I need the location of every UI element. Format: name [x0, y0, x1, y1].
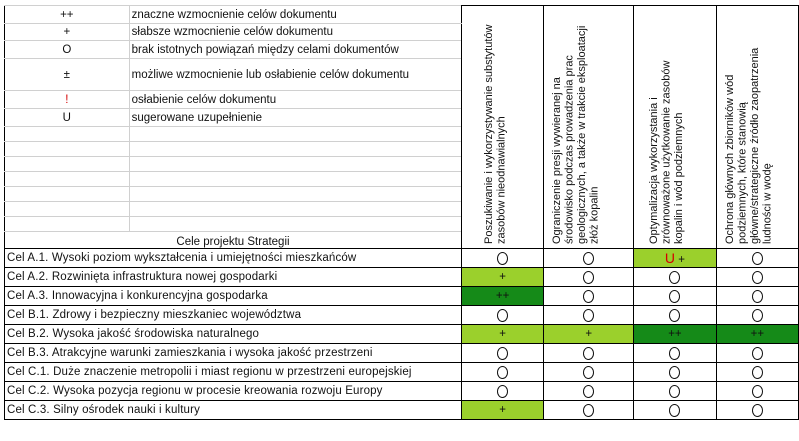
goals-header: Cele projektu Strategii	[5, 232, 462, 249]
assessment-cell	[544, 287, 634, 306]
blank-cell	[129, 142, 461, 157]
no-relation-circle-icon	[752, 309, 763, 322]
assessment-value: ++	[750, 328, 765, 340]
assessment-cell	[634, 344, 717, 363]
no-relation-circle-icon	[752, 404, 763, 417]
suggested-addition-marker: U	[664, 250, 676, 266]
assessment-value: ++	[668, 328, 682, 340]
no-relation-circle-icon	[497, 385, 508, 398]
legend-description: sugerowane uzupełnienie	[129, 109, 461, 127]
assessment-cell	[544, 249, 634, 268]
blank-cell	[129, 187, 461, 202]
no-relation-circle-icon	[497, 252, 508, 265]
assessment-value: ++	[495, 290, 510, 302]
no-relation-circle-icon	[669, 404, 680, 417]
goal-label: Cel A.1. Wysoki poziom wykształcenia i umiejętności mieszkańców	[5, 249, 462, 268]
goal-label: Cel C.3. Silny ośrodek nauki i kultury	[5, 401, 462, 420]
no-relation-circle-icon	[669, 309, 680, 322]
assessment-cell	[544, 363, 634, 382]
no-relation-circle-icon	[583, 366, 594, 379]
goal-rows	[5, 249, 799, 420]
no-relation-circle-icon	[669, 347, 680, 360]
column-header: Ograniczenie presji wywieranej na środowisko podczas prowadzenia prac geologicznych, a także w trakcie eksploatacji złóż kopalin	[544, 6, 634, 249]
legend-symbol: O	[5, 41, 130, 59]
goal-label: Cel C.1. Duże znaczenie metropolii i miast regionu w przestrzeni europejskiej	[5, 363, 462, 382]
no-relation-circle-icon	[669, 290, 680, 303]
assessment-cell	[544, 306, 634, 325]
table-row	[5, 306, 799, 325]
assessment-cell	[634, 249, 717, 268]
assessment-cell	[716, 306, 798, 325]
blank-cell	[5, 202, 130, 217]
assessment-cell	[716, 401, 798, 420]
assessment-cell	[634, 325, 717, 344]
blank-cell	[129, 202, 461, 217]
legend-description: znaczne wzmocnienie celów dokumentu	[129, 6, 461, 24]
blank-cell	[5, 127, 130, 142]
blank-cell	[5, 217, 130, 232]
table-row	[5, 401, 799, 420]
assessment-value: +	[499, 328, 506, 340]
assessment-cell	[544, 401, 634, 420]
assessment-cell	[716, 287, 798, 306]
legend-symbol: ±	[5, 59, 130, 91]
legend-symbol: ++	[5, 6, 130, 24]
goal-label: Cel B.2. Wysoka jakość środowiska naturalnego	[5, 325, 462, 344]
blank-cell	[129, 127, 461, 142]
no-relation-circle-icon	[583, 252, 594, 265]
no-relation-circle-icon	[752, 290, 763, 303]
column-header: Ochrona głównych zbiorników wód podziemnych, które stanowią główne/strategiczne źródło zaopatrzenia ludności w wodę	[716, 6, 798, 249]
no-relation-circle-icon	[497, 347, 508, 360]
assessment-cell	[462, 249, 544, 268]
blank-cell	[129, 217, 461, 232]
assessment-cell	[544, 268, 634, 287]
blank-cell	[129, 157, 461, 172]
no-relation-circle-icon	[752, 366, 763, 379]
assessment-cell	[462, 325, 544, 344]
goal-label: Cel A.2. Rozwinięta infrastruktura nowej gospodarki	[5, 268, 462, 287]
assessment-cell	[716, 325, 798, 344]
assessment-cell	[544, 382, 634, 401]
assessment-cell	[716, 268, 798, 287]
blank-cell	[5, 187, 130, 202]
assessment-matrix	[4, 5, 799, 420]
assessment-cell	[462, 287, 544, 306]
assessment-cell	[462, 344, 544, 363]
assessment-cell	[462, 382, 544, 401]
assessment-cell	[716, 382, 798, 401]
assessment-cell	[634, 382, 717, 401]
table-row	[5, 325, 799, 344]
table-row	[5, 363, 799, 382]
assessment-cell	[716, 344, 798, 363]
table-row	[5, 268, 799, 287]
table-row	[5, 287, 799, 306]
legend-symbol: !	[5, 91, 130, 109]
assessment-cell	[634, 268, 717, 287]
goal-label: Cel B.3. Atrakcyjne warunki zamieszkania i wysoka jakość przestrzeni	[5, 344, 462, 363]
assessment-cell	[462, 363, 544, 382]
no-relation-circle-icon	[583, 309, 594, 322]
assessment-cell	[462, 268, 544, 287]
legend-description: brak istotnych powiązań między celami dokumentów	[129, 41, 461, 59]
no-relation-circle-icon	[583, 347, 594, 360]
no-relation-circle-icon	[752, 271, 763, 284]
assessment-cell	[716, 363, 798, 382]
no-relation-circle-icon	[497, 309, 508, 322]
legend-symbol: +	[5, 24, 130, 41]
legend-description: osłabienie celów dokumentu	[129, 91, 461, 109]
legend-description: możliwe wzmocnienie lub osłabienie celów dokumentu	[129, 59, 461, 91]
no-relation-circle-icon	[752, 347, 763, 360]
no-relation-circle-icon	[669, 271, 680, 284]
assessment-cell	[462, 306, 544, 325]
legend-description: słabsze wzmocnienie celów dokumentu	[129, 24, 461, 41]
legend-symbol: U	[5, 109, 130, 127]
no-relation-circle-icon	[669, 385, 680, 398]
no-relation-circle-icon	[752, 385, 763, 398]
no-relation-circle-icon	[583, 271, 594, 284]
assessment-cell	[634, 306, 717, 325]
assessment-cell	[462, 401, 544, 420]
no-relation-circle-icon	[583, 290, 594, 303]
assessment-value: +	[499, 404, 506, 416]
goal-label: Cel B.1. Zdrowy i bezpieczny mieszkaniec województwa	[5, 306, 462, 325]
no-relation-circle-icon	[669, 366, 680, 379]
assessment-cell	[544, 325, 634, 344]
no-relation-circle-icon	[752, 252, 763, 265]
column-header: Optymalizacja wykorzystania i zrównoważone użytkowanie zasobów kopalin i wód podziemnych	[634, 6, 717, 249]
assessment-value: +	[499, 271, 506, 283]
assessment-cell	[544, 344, 634, 363]
assessment-value: +	[585, 328, 593, 340]
no-relation-circle-icon	[497, 366, 508, 379]
blank-cell	[5, 142, 130, 157]
table-row	[5, 344, 799, 363]
no-relation-circle-icon	[583, 404, 594, 417]
blank-cell	[5, 172, 130, 187]
blank-cell	[5, 157, 130, 172]
no-relation-circle-icon	[583, 385, 594, 398]
assessment-cell	[634, 363, 717, 382]
assessment-cell	[634, 287, 717, 306]
goal-label: Cel C.2. Wysoka pozycja regionu w procesie kreowania rozwoju Europy	[5, 382, 462, 401]
assessment-cell	[634, 401, 717, 420]
blank-cell	[129, 172, 461, 187]
goal-label: Cel A.3. Innowacyjna i konkurencyjna gospodarka	[5, 287, 462, 306]
assessment-cell	[716, 249, 798, 268]
column-header: Poszukiwanie i wykorzystywanie substytutów zasobów nieodnawialnych	[462, 6, 544, 249]
assessment-value: +	[675, 254, 685, 266]
table-row	[5, 249, 799, 268]
table-row	[5, 382, 799, 401]
